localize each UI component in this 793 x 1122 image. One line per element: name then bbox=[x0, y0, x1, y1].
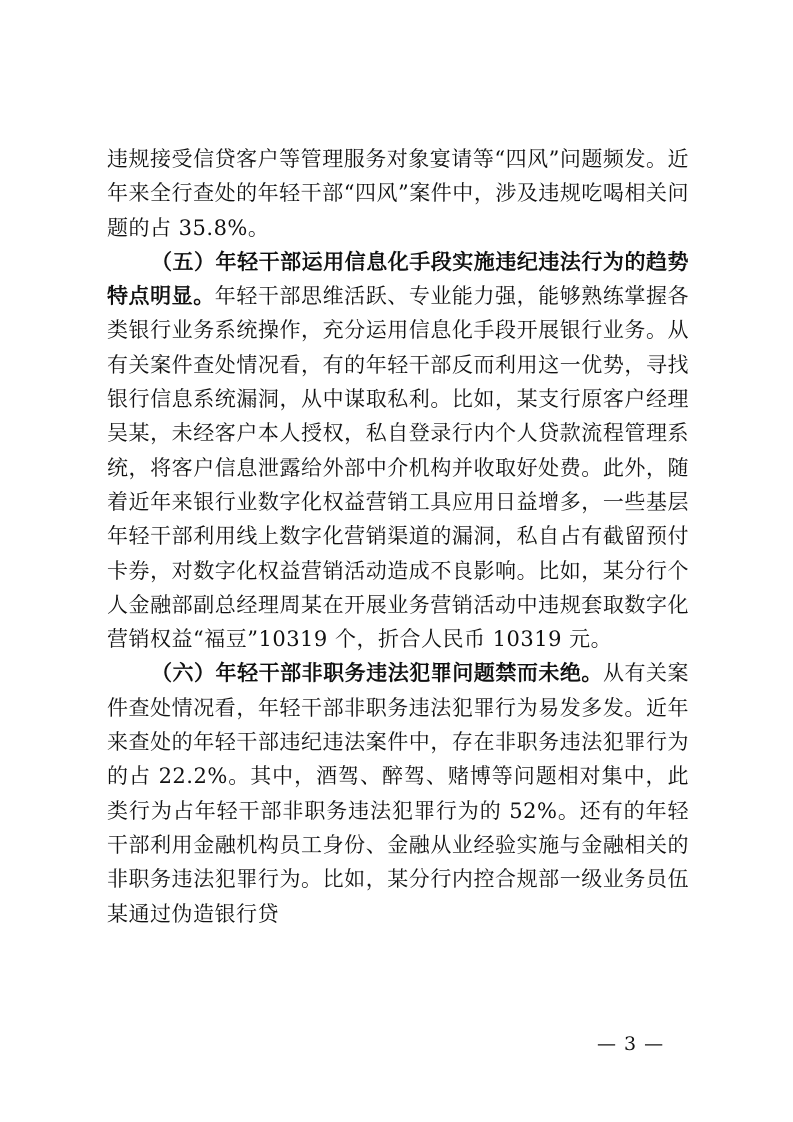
paragraph-3 bbox=[107, 656, 689, 930]
paragraph-1 bbox=[107, 142, 689, 245]
paragraph-2 bbox=[107, 245, 689, 657]
page-number: — 3 — bbox=[597, 1033, 665, 1055]
paragraph-1-text: 违规接受信贷客户等管理服务对象宴请等“四风”问题频发。近年来全行查处的年轻干部“四风”案件中，涉及违规吃喝相关问题的占 35.8%。 bbox=[107, 147, 689, 240]
paragraph-2-text: 年轻干部思维活跃、专业能力强，能够熟练掌握各类银行业务系统操作，充分运用信息化手段开展银行业务。从有关案件查处情况看，有的年轻干部反而利用这一优势，寻找银行信息系统漏洞，从中谋取私利。比如，某支行原客户经理吴某，未经客户本人授权，私自登录行内个人贷款流程管理系统，将客户信息泄露给外部中介机构并收取好处费。此外，随着近年来银行业数字化权益营销工具应用日益增多，一些基层年轻干部利用线上数字化营销渠道的漏洞，私自占有截留预付卡券，对数字化权益营销活动造成不良影响。比如，某分行个人金融部副总经理周某在开展业务营销活动中违规套取数字化营销权益“福豆”10319 个，折合人民币 10319 元。 bbox=[107, 284, 690, 652]
paragraph-3-text: 从有关案件查处情况看，年轻干部非职务违法犯罪行为易发多发。近年来查处的年轻干部违纪违法案件中，存在非职务违法犯罪行为的占 22.2%。其中，酒驾、醉驾、赌博等问题相对集中，此类行为占年轻干部非职务违法犯罪行为的 52%。还有的年轻干部利用金融机构员工身份、金融从业经验实施与金融相关的非职务违法犯罪行为。比如，某分行内控合规部一级业务员伍某通过伪造银行贷 bbox=[107, 661, 689, 926]
section-heading-6: （六）年轻干部非职务违法犯罪问题禁而未绝。 bbox=[151, 660, 603, 686]
document-body bbox=[107, 142, 689, 931]
section-heading-5: （五）年轻干部运用信息化手段实施违纪违法行为的趋势特点明显。 bbox=[107, 248, 689, 309]
